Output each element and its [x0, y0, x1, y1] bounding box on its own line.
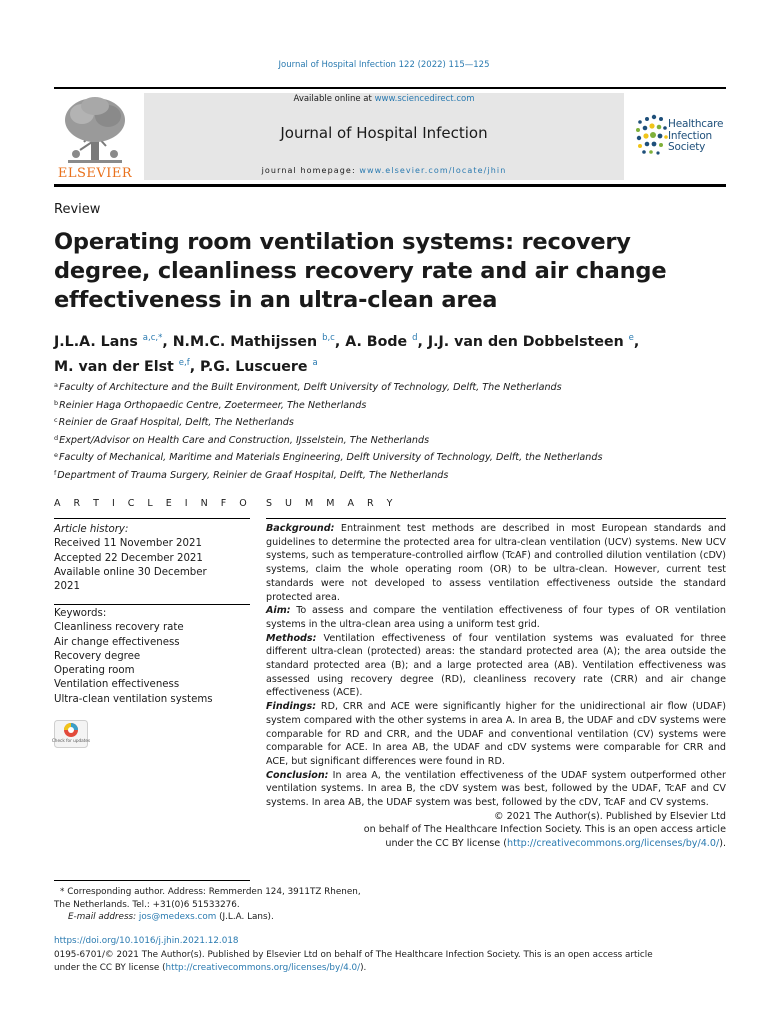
keywords-rule: [54, 604, 250, 605]
footnote-rule: [54, 880, 250, 881]
journal-homepage: [144, 166, 624, 175]
affiliation-item: [54, 431, 734, 449]
elsevier-wordmark: ELSEVIER: [57, 166, 133, 181]
affiliation-mark: f: [54, 468, 57, 477]
copyright-notice: [54, 949, 734, 974]
society-line-1: Healthcare: [668, 118, 724, 130]
license-line-2: on behalf of The Healthcare Infection Society. This is an open access article: [363, 824, 726, 836]
society-logo-text: [668, 119, 723, 154]
author-separator: ,: [162, 334, 173, 350]
affiliation-text: Department of Trauma Surgery, Reinier de Graaf Hospital, Delft, The Netherlands: [57, 469, 449, 481]
footnote-line-1: * Corresponding author. Address: Remmerden 124, 3911TZ Rhenen,: [60, 887, 361, 897]
corresponding-author-footnote: [54, 886, 514, 924]
sciencedirect-link[interactable]: www.sciencedirect.com: [374, 94, 475, 104]
homepage-prefix: journal homepage:: [261, 166, 360, 175]
author-name: N.M.C. Mathijssen: [172, 334, 318, 350]
affiliation-item: [54, 378, 734, 396]
license-prefix: under the CC BY license (: [385, 838, 507, 850]
affiliation-item: [54, 413, 734, 431]
findings-text: RD, CRR and ACE were significantly higher for the unidirectional air flow (UDAF) system compared with the other systems in area A. In area B, the UDAF and cDV systems were comparable for RD and CRR, and the UDAF and conventional ventilation (CV) systems were comparable for ACE. In area AB, the UDAF and cDV systems were comparable for CRR and ACE, but significant differences were found in RD.: [266, 701, 726, 767]
background-text: Entrainment test methods are described in most European standards and guidelines to determine the protected area for ultra-clean ventilation (UCV) systems. New UCV systems, such as temperature-controlled airflow (TcAF) and controlled dilution ventilation (cDV) systems, claim the whole operating room (OR) to be ultra-clean. However, current test standards were not developed to assess ventilation effectiveness outside the standard protected area.: [266, 523, 726, 603]
summary-body: [266, 522, 726, 851]
crossmark-icon[interactable]: [51, 720, 91, 748]
article-title: Operating room ventilation systems: recovery degree, cleanliness recovery rate and air change effectiveness in an ultra-clean area: [54, 229, 667, 313]
online-year: 2021: [54, 581, 80, 593]
license-line-1: © 2021 The Author(s). Published by Elsevier Ltd: [493, 810, 726, 822]
affiliation-mark: b: [54, 398, 59, 407]
footnote-line-2: The Netherlands. Tel.: +31(0)6 51533276.: [54, 899, 240, 910]
affiliation-mark: e: [54, 451, 58, 460]
author-affil-link[interactable]: e: [628, 333, 634, 343]
author-separator: ,: [189, 359, 201, 375]
author-affil-link[interactable]: b,c: [322, 333, 335, 343]
copyright-line-2: [54, 962, 734, 975]
crossmark-label: Check for updates: [51, 738, 91, 743]
available-online: [144, 94, 624, 104]
summary-conclusion: [266, 769, 726, 810]
copyright-prefix: under the CC BY license (: [54, 962, 166, 973]
keyword-item: Recovery degree: [54, 650, 141, 662]
doi-link[interactable]: https://doi.org/10.1016/j.jhin.2021.12.018: [54, 936, 239, 946]
keyword-item: Ultra-clean ventilation systems: [54, 693, 213, 705]
author-separator: ,: [417, 334, 428, 350]
author-name: P.G. Luscuere: [200, 359, 308, 375]
copyright-suffix: ).: [360, 962, 367, 973]
affiliation-mark: d: [54, 433, 59, 442]
received-date: Received 11 November 2021: [54, 538, 202, 550]
email-suffix: (J.L.A. Lans).: [216, 912, 274, 922]
summary-heading: S U M M A R Y: [266, 498, 398, 509]
affiliation-text: Reinier Haga Orthopaedic Centre, Zoetermeer, The Netherlands: [59, 399, 367, 411]
author-affil-link[interactable]: d: [412, 333, 418, 343]
author-name: A. Bode: [345, 334, 408, 350]
summary-findings: [266, 700, 726, 769]
copyright-line-1: 0195-6701/© 2021 The Author(s). Published by Elsevier Ltd on behalf of The Healthcare Infection Society. This is an open access article: [54, 950, 653, 960]
author-name: J.L.A. Lans: [54, 334, 138, 350]
summary-methods: [266, 632, 726, 701]
author-list: [54, 328, 744, 378]
author-separator: ,: [334, 334, 346, 350]
affiliation-item: [54, 466, 734, 484]
affiliation-item: [54, 396, 734, 414]
license-line-3: [266, 837, 726, 851]
keyword-item: Cleanliness recovery rate: [54, 622, 184, 634]
conclusion-label: Conclusion:: [266, 769, 329, 781]
homepage-link[interactable]: www.elsevier.com/locate/jhin: [359, 166, 507, 175]
header-top-rule: [54, 87, 726, 89]
author-name: J.J. van den Dobbelsteen: [427, 334, 624, 350]
affiliation-text: Faculty of Architecture and the Built Environment, Delft University of Technology, Delft, The Netherlands: [58, 382, 562, 393]
history-label: Article history:: [54, 524, 129, 535]
summary-aim: [266, 604, 726, 631]
affiliation-list: [54, 378, 734, 484]
methods-label: Methods:: [266, 632, 317, 644]
author-affil-link[interactable]: a: [312, 358, 318, 368]
footnote-email-line: [54, 911, 514, 924]
aim-text: To assess and compare the ventilation effectiveness of four types of OR ventilation systems in the ultra-clean area using a uniform test grid.: [266, 605, 726, 630]
findings-label: Findings:: [266, 701, 317, 713]
online-date: Available online 30 December: [54, 566, 207, 578]
accepted-date: Accepted 22 December 2021: [54, 552, 203, 564]
methods-text: Ventilation effectiveness of four ventilation systems was evaluated for three different ultra-clean (protected) areas: the standard protected area (A); the area outside the standard protected area (B); and a large protected area (AB). Ventilation effectiveness was assessed using recovery degree (RD), cleanliness recovery rate (CRR) and air change effectiveness (ACE).: [266, 632, 726, 699]
keywords-list: [54, 607, 250, 707]
author-name: M. van der Elst: [54, 359, 174, 375]
keyword-item: Ventilation effectiveness: [54, 679, 180, 691]
keyword-item: Air change effectiveness: [54, 636, 180, 648]
article-info-heading: A R T I C L E I N F O: [54, 498, 252, 509]
author-affil-link[interactable]: a,c,*: [142, 333, 163, 343]
article-type: Review: [54, 202, 101, 217]
affiliation-text: Reinier de Graaf Hospital, Delft, The Netherlands: [58, 417, 294, 429]
society-line-2: Infection: [668, 129, 712, 142]
article-history: [54, 523, 250, 594]
copyright-license-link[interactable]: http://creativecommons.org/licenses/by/4.0/: [165, 962, 361, 973]
affiliation-mark: a: [54, 381, 58, 389]
summary-rule: [266, 518, 726, 519]
journal-name: Journal of Hospital Infection: [280, 124, 488, 142]
affiliation-text: Faculty of Mechanical, Maritime and Materials Engineering, Delft University of Technology, Delft, the Netherlands: [59, 452, 603, 464]
license-suffix: ).: [719, 838, 726, 850]
summary-background: [266, 522, 726, 604]
conclusion-text: In area A, the ventilation effectiveness of the UDAF system outperformed other ventilation systems. In area B, the cDV system was best, followed by the UDAF, TcAF and CV systems. In area AB, the UDAF system was best, followed by the cDV, TcAF and CV systems.: [266, 769, 726, 809]
aim-label: Aim:: [266, 605, 291, 617]
license-link[interactable]: http://creativecommons.org/licenses/by/4.0/: [507, 838, 720, 850]
email-link[interactable]: jos@medexs.com: [138, 912, 217, 922]
affiliation-item: [54, 448, 734, 466]
article-info-rule: [54, 518, 250, 519]
header-bottom-rule: [54, 184, 726, 187]
affiliation-mark: c: [54, 416, 58, 425]
journal-citation[interactable]: Journal of Hospital Infection 122 (2022) 115—125: [278, 60, 490, 70]
keyword-item: Operating room: [54, 665, 135, 677]
available-prefix: Available online at: [293, 94, 375, 104]
author-affil-link[interactable]: e,f: [178, 358, 190, 368]
background-label: Background:: [266, 523, 335, 534]
email-label: E-mail address:: [68, 912, 137, 922]
keywords-label: Keywords:: [54, 608, 107, 619]
society-line-3: Society: [668, 141, 706, 153]
author-separator: ,: [633, 334, 640, 350]
affiliation-text: Expert/Advisor on Health Care and Construction, IJsselstein, The Netherlands: [59, 434, 430, 446]
